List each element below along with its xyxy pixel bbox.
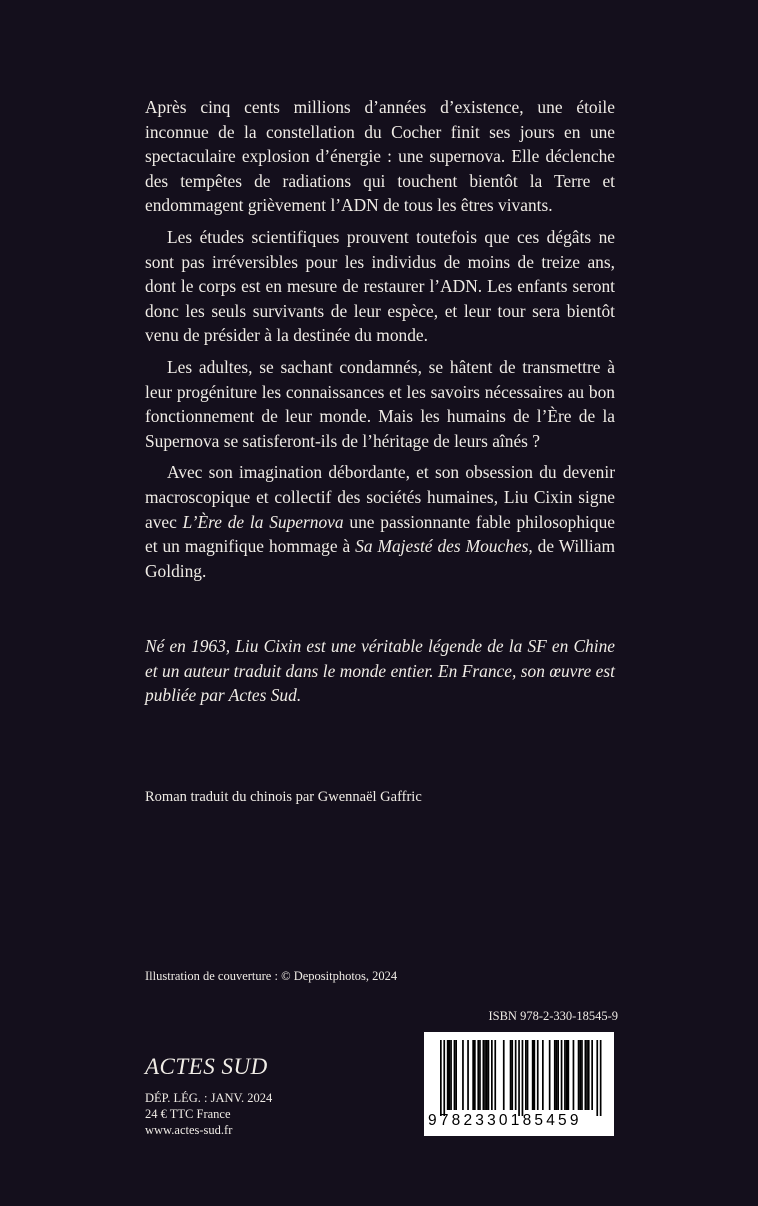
barcode-bar [573,1040,575,1110]
barcode-bar [554,1040,556,1110]
barcode-bar [474,1040,476,1110]
barcode-bar [591,1040,593,1110]
barcode-bar [600,1040,602,1116]
barcode-bar [503,1040,505,1110]
book-title-italic: L’Ère de la Supernova [182,511,344,532]
author-bio: Né en 1963, Liu Cixin est une véritable légende de la SF en Chine et un auteur traduit dans le monde entier. En France, son œuvre est publiée par Actes Sud. [145,636,615,706]
barcode-bar [443,1040,445,1116]
barcode-bar [578,1040,580,1110]
barcode-bar [537,1040,539,1110]
blurb-p4-part-c: , de William Golding. [145,536,615,581]
barcode-bar [596,1040,598,1116]
barcode-bar [568,1040,570,1110]
barcode-bar [454,1040,456,1110]
blurb-p4-part-b: une passionnante fable philosophique et un magnifique hommage à [145,511,615,557]
barcode-bar [586,1040,588,1110]
barcode-bar [491,1040,493,1110]
referenced-title-italic: Sa Majesté des Mouches [355,536,529,557]
blurb-paragraph-3: Les adultes, se sachant condamnés, se hâtent de transmettre à leur progéniture les connaissances et les savoirs nécessaires au bon fonctionnement de leur monde. Mais les humains de l’Ère de la Supernova se satisferont-ils de l’héritage de leurs aînés ? [145,356,615,451]
barcode-bar [557,1040,559,1110]
barcode-digits: 9782330185459 [428,1112,582,1129]
illustration-credit: Illustration de couverture : © Depositphotos, 2024 [145,969,398,983]
translator-credit: Roman traduit du chinois par Gwennaël Gaffric [145,789,422,805]
barcode-bar [484,1040,486,1110]
barcode-bar [556,1040,558,1110]
barcode-bar [455,1040,457,1110]
barcode-bar [522,1040,524,1116]
publisher-logo: ACTES SUD [145,1054,268,1079]
barcode-bar [467,1040,469,1110]
barcode-bar [511,1040,513,1110]
legal-deposit: DÉP. LÉG. : JANV. 2024 [145,1091,273,1105]
barcode-bar [588,1040,590,1110]
barcode-bar [532,1040,534,1110]
barcode-bar [579,1040,581,1110]
barcode-bar [581,1040,583,1110]
barcode-bar [462,1040,464,1110]
barcode-bar [549,1040,551,1110]
barcode-bar [472,1040,474,1110]
barcode-bar [525,1040,527,1110]
publisher-website: www.actes-sud.fr [145,1123,233,1137]
blurb [145,95,615,590]
barcode-bar [527,1040,529,1110]
barcode-bar [542,1040,544,1110]
barcode-bar [488,1040,490,1110]
barcode-bar [440,1040,442,1116]
barcode-bar [510,1040,512,1110]
barcode-bar [494,1040,496,1110]
price: 24 € TTC France [145,1107,231,1121]
barcode-bar [447,1040,449,1110]
barcode-bar [449,1040,451,1110]
blurb-paragraph-2: Les études scientifiques prouvent toutefois que ces dégâts ne sont pas irréversibles pour les individus de moins de treize ans, dont le corps est en mesure de restaurer l’ADN. Les enfants seront donc les seuls survivants de leur espèce, et leur tour sera bientôt venu de présider à la destinée du monde. [145,226,615,346]
barcode-bar [564,1040,566,1110]
blurb-paragraph-1: Après cinq cents millions d’années d’existence, une étoile inconnue de la constellation du Cocher finit ses jours en une spectaculaire explosion d’énergie : une supernova. Elle déclenche des tempêtes de radiations qui touchent bientôt la Terre et endommagent grièvement l’ADN de tous les êtres vivants. [145,97,615,216]
barcode-bar [585,1040,587,1110]
isbn-label: ISBN 978-2-330-18545-9 [488,1009,618,1023]
blurb-paragraph-4 [145,460,615,583]
legal-info [145,1090,272,1138]
barcode-bar [450,1040,452,1110]
blurb-p4-part-a: Avec son imagination débordante, et son obsession du devenir macroscopique et collectif des sociétés humaines, Liu Cixin signe avec [145,462,615,532]
barcode-bar [534,1040,536,1110]
barcode-bar [483,1040,485,1110]
barcode-bar [477,1040,479,1110]
barcode-bar [486,1040,488,1110]
barcode-bar [518,1040,520,1116]
barcode-bar [515,1040,517,1110]
barcode-bar [479,1040,481,1110]
barcode-bar [561,1040,563,1110]
barcode-bar [566,1040,568,1110]
isbn-barcode [424,1032,614,1136]
